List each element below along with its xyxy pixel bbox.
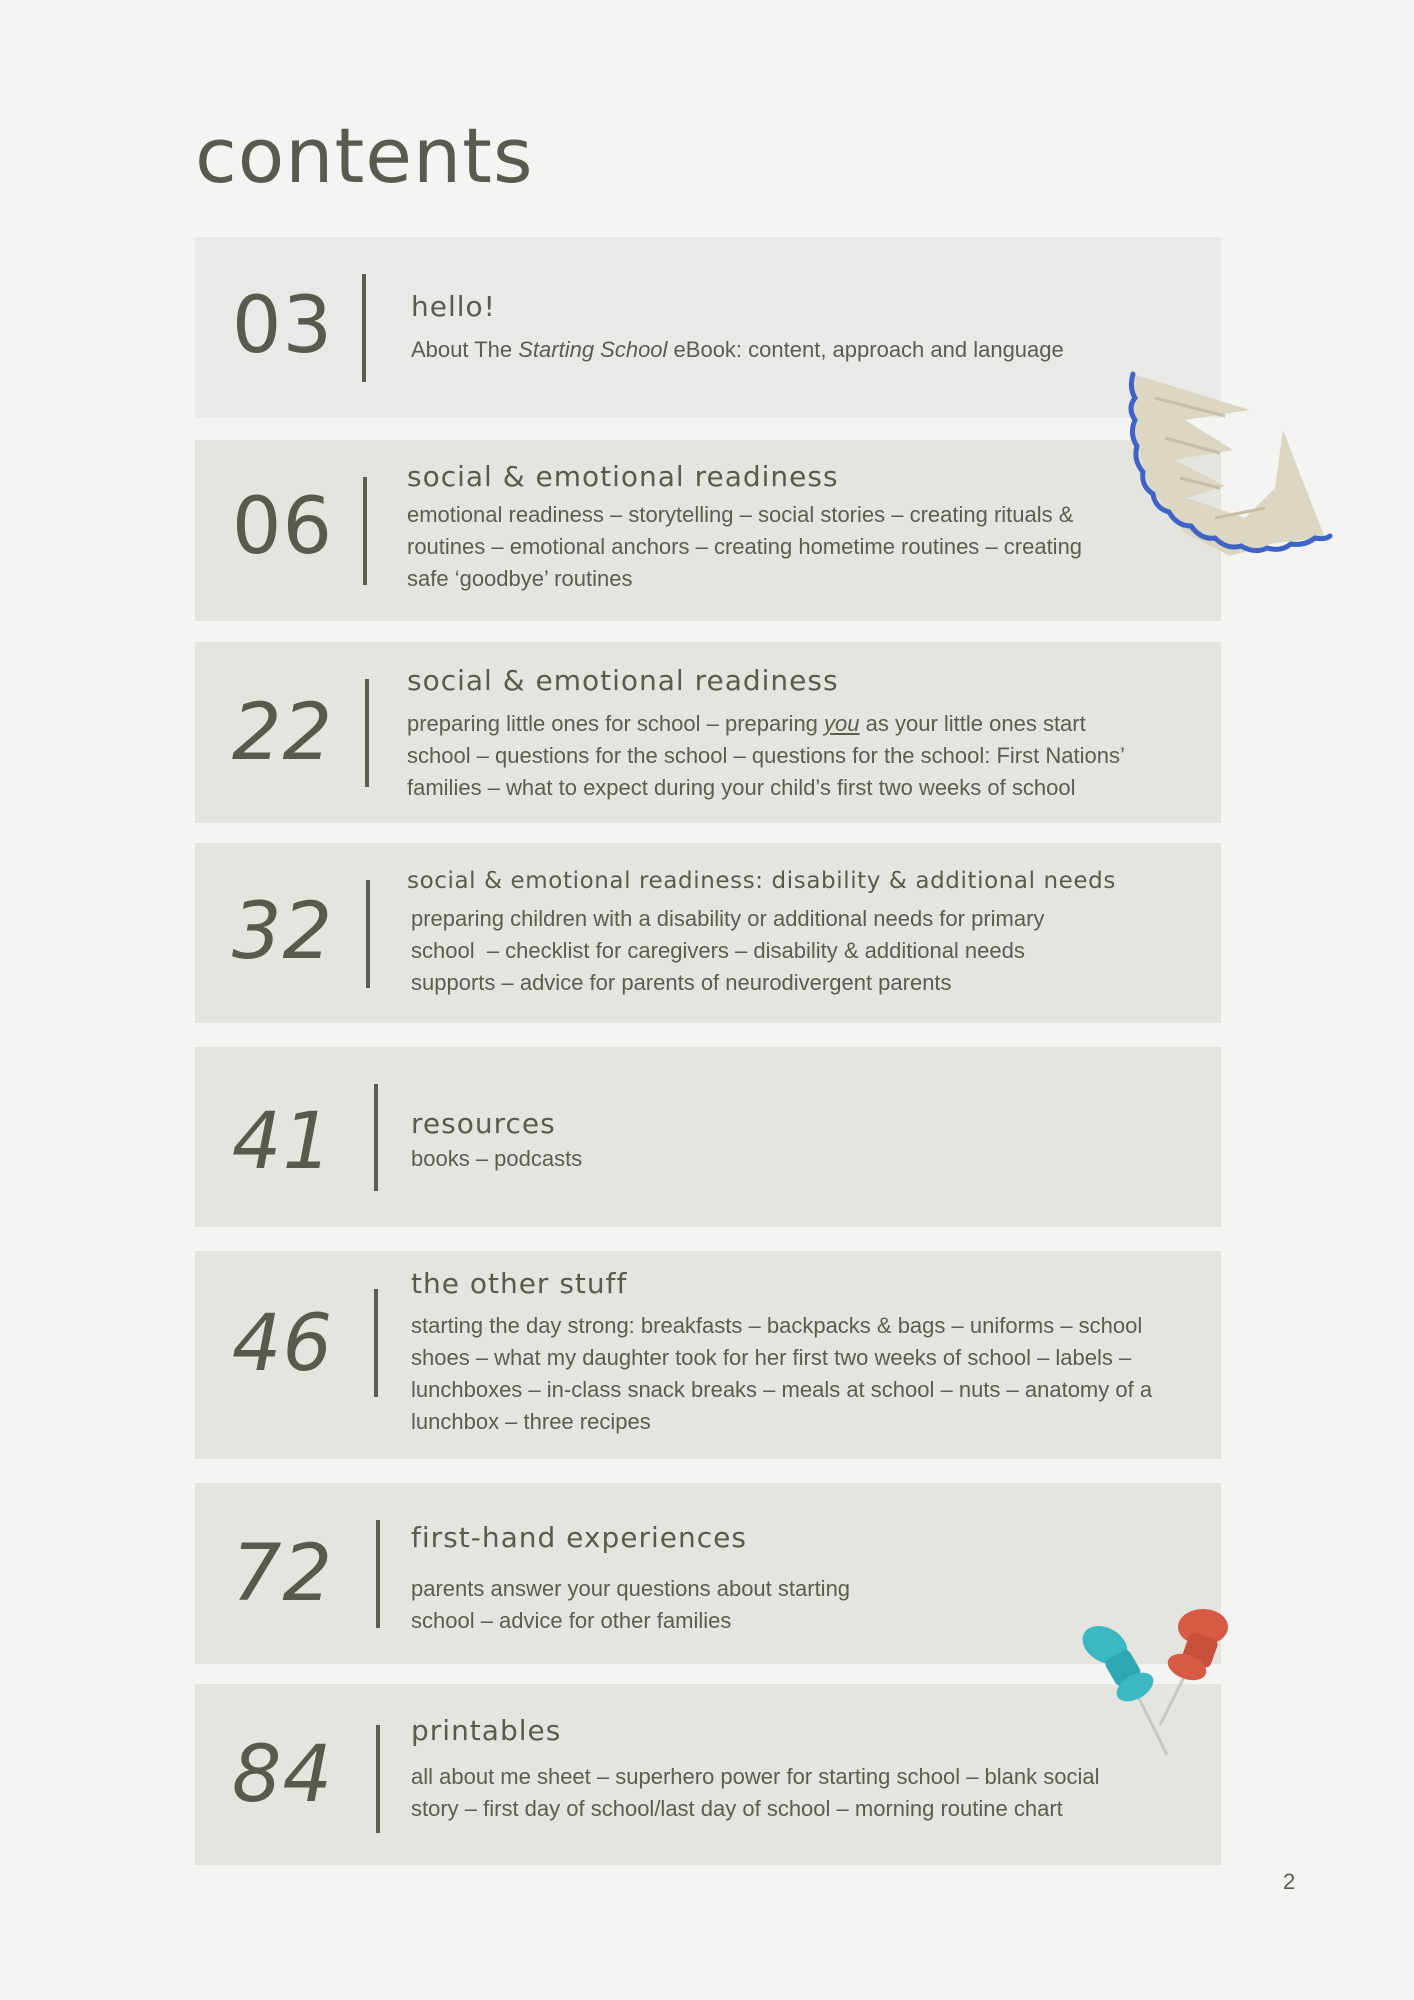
- desc-line: parents answer your questions about starting: [411, 1576, 851, 1601]
- entry-heading: printables: [411, 1714, 562, 1747]
- desc-line: starting the day strong: breakfasts – backpacks & bags – uniforms – school: [411, 1313, 1143, 1338]
- toc-entry-hello[interactable]: [195, 237, 1221, 418]
- desc-line: school – advice for other families: [411, 1608, 732, 1633]
- entry-description: [411, 1761, 1100, 1825]
- desc-line-end: as your little ones start: [859, 711, 1086, 736]
- divider: [374, 1084, 378, 1191]
- page-number-label: 41: [231, 1097, 334, 1187]
- divider: [376, 1725, 380, 1833]
- page-number-label: 06: [231, 482, 334, 572]
- desc-line: lunchboxes – in-class snack breaks – meals at school – nuts – anatomy of a: [411, 1377, 1153, 1402]
- page-number-label: 72: [231, 1529, 334, 1619]
- desc-line: all about me sheet – superhero power for starting school – blank social: [411, 1764, 1100, 1789]
- divider: [374, 1289, 378, 1397]
- desc-intro: About The: [411, 337, 519, 362]
- page-number-label: 32: [231, 887, 334, 977]
- emphasis-you: you: [824, 711, 860, 736]
- entry-description: [407, 499, 1082, 595]
- toc-entry-resources[interactable]: [195, 1047, 1221, 1227]
- desc-line: supports – advice for parents of neurodivergent parents: [411, 970, 952, 995]
- divider: [365, 679, 369, 787]
- desc-line: story – first day of school/last day of school – morning routine chart: [411, 1796, 1063, 1821]
- entry-description: [411, 334, 1064, 366]
- toc-entry-social-emotional[interactable]: [195, 440, 1221, 621]
- entry-heading: hello!: [411, 290, 496, 323]
- desc-line: families – what to expect during your child’s first two weeks of school: [407, 775, 1076, 800]
- pencil-shaving-icon: [1125, 368, 1335, 563]
- desc-line: lunchbox – three recipes: [411, 1409, 651, 1434]
- entry-description: [411, 1310, 1152, 1438]
- divider: [366, 880, 370, 988]
- toc-entry-other-stuff[interactable]: [195, 1251, 1221, 1459]
- page-number-label: 46: [231, 1299, 334, 1389]
- toc-entry-social-emotional-school[interactable]: [195, 642, 1221, 823]
- book-title: Starting School: [518, 337, 668, 362]
- desc-line: routines – emotional anchors – creating hometime routines – creating: [407, 534, 1083, 559]
- toc-entry-printables[interactable]: [195, 1684, 1221, 1865]
- entry-description: [411, 1143, 582, 1175]
- entry-heading: first-hand experiences: [411, 1521, 747, 1554]
- entry-heading: social & emotional readiness: [407, 460, 839, 493]
- toc-entry-disability[interactable]: [195, 843, 1221, 1023]
- entry-description: [411, 1573, 850, 1637]
- page-number-label: 84: [231, 1730, 334, 1820]
- divider: [363, 477, 367, 585]
- desc-line: school – checklist for caregivers – disability & additional needs: [411, 938, 1025, 963]
- entry-description: [411, 903, 1044, 999]
- page-title: contents: [195, 111, 534, 200]
- push-pins-icon: [1075, 1605, 1235, 1760]
- desc-line: shoes – what my daughter took for her first two weeks of school – labels –: [411, 1345, 1132, 1370]
- entry-heading: resources: [411, 1107, 556, 1140]
- page-number-label: 22: [231, 688, 334, 778]
- desc-line: school – questions for the school – questions for the school: First Nations’: [407, 743, 1125, 768]
- page-number-label: 03: [231, 281, 334, 371]
- entry-heading: the other stuff: [411, 1267, 628, 1300]
- toc-entry-first-hand[interactable]: [195, 1483, 1221, 1664]
- entry-description: [407, 708, 1125, 804]
- entry-heading: social & emotional readiness: disability & additional needs: [407, 868, 1116, 894]
- desc-line: safe ‘goodbye’ routines: [407, 566, 633, 591]
- divider: [362, 274, 366, 382]
- desc-line-start: preparing little ones for school – preparing: [407, 711, 825, 736]
- desc-line: emotional readiness – storytelling – social stories – creating rituals &: [407, 502, 1074, 527]
- page-number: 2: [1283, 1869, 1296, 1894]
- desc-rest: eBook: content, approach and language: [667, 337, 1064, 362]
- divider: [376, 1520, 380, 1628]
- desc-line: preparing children with a disability or additional needs for primary: [411, 906, 1045, 931]
- desc-line: books – podcasts: [411, 1146, 583, 1171]
- entry-heading: social & emotional readiness: [407, 664, 839, 697]
